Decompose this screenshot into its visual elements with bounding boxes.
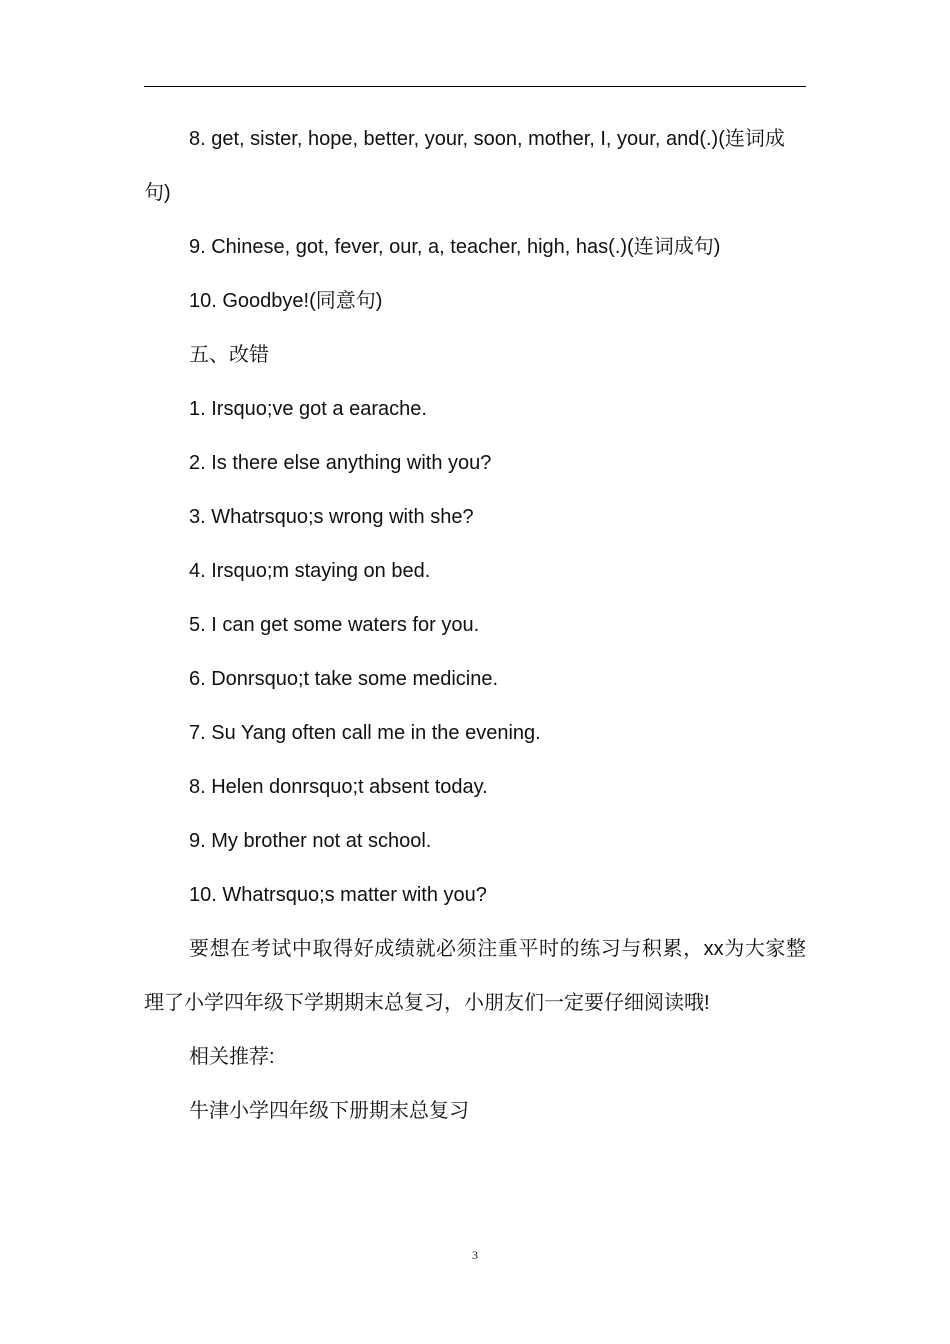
correction-item-8: 8. Helen donrsquo;t absent today.	[189, 776, 488, 798]
page-number: 3	[472, 1248, 478, 1262]
correction-item-1: 1. Irsquo;ve got a earache.	[189, 398, 427, 420]
header-rule	[144, 86, 806, 87]
correction-item-2: 2. Is there else anything with you?	[189, 452, 492, 474]
correction-item-4: 4. Irsquo;m staying on bed.	[189, 560, 431, 582]
closing-paragraph: 要想在考试中取得好成绩就必须注重平时的练习与积累，xx为大家整理了小学四年级下学期期末总复习，小朋友们一定要仔细阅读哦!	[144, 938, 806, 1014]
paragraph-q8-word-order: 8. get, sister, hope, better, your, soon, mother, I, your, and(.)(连词成句)	[144, 128, 785, 204]
paragraph-q9-word-order: 9. Chinese, got, fever, our, a, teacher, high, has(.)(连词成句)	[189, 236, 721, 258]
section-heading-error-correction: 五、改错	[189, 344, 269, 366]
correction-item-5: 5. I can get some waters for you.	[189, 614, 480, 636]
correction-item-10: 10. Whatrsquo;s matter with you?	[189, 884, 487, 906]
related-heading: 相关推荐:	[189, 1046, 275, 1068]
correction-item-9: 9. My brother not at school.	[189, 830, 432, 852]
correction-item-6: 6. Donrsquo;t take some medicine.	[189, 668, 499, 690]
related-link-text: 牛津小学四年级下册期末总复习	[189, 1100, 469, 1122]
correction-item-3: 3. Whatrsquo;s wrong with she?	[189, 506, 474, 528]
paragraph-q10-synonym: 10. Goodbye!(同意句)	[189, 290, 383, 312]
document-body	[144, 112, 806, 1138]
correction-item-7: 7. Su Yang often call me in the evening.	[189, 722, 541, 744]
